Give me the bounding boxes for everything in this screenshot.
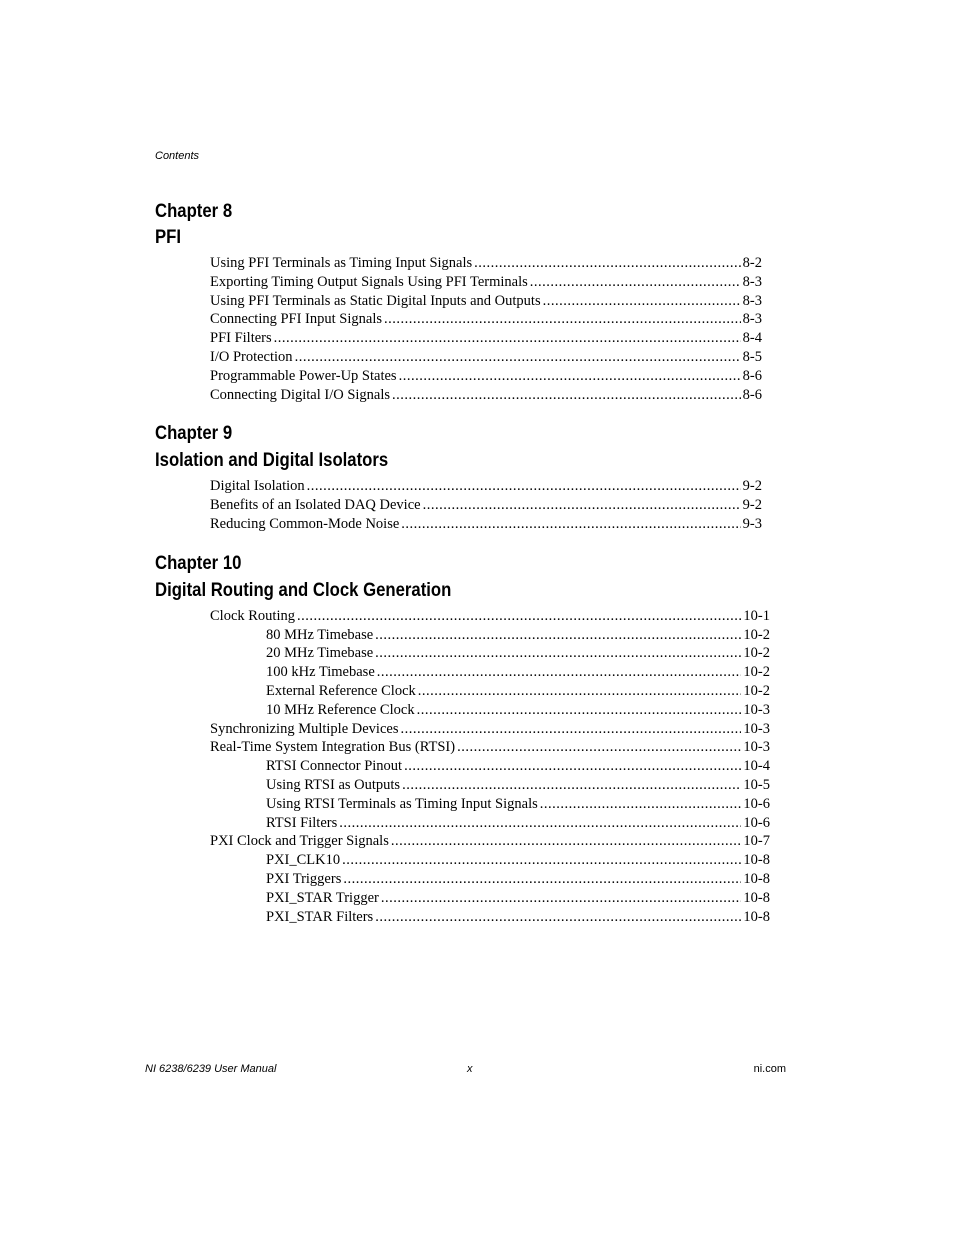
footer-website: ni.com [753, 1063, 786, 1075]
toc-entry[interactable] [210, 367, 762, 386]
toc-entry-page: 10-2 [743, 682, 770, 699]
toc-entry-page: 10-1 [743, 607, 770, 624]
running-head: Contents [155, 150, 200, 162]
dot-leader [540, 795, 742, 814]
toc-entry-page: 10-8 [743, 870, 770, 887]
toc-entry[interactable] [210, 386, 762, 405]
toc-entry[interactable] [210, 329, 762, 348]
dot-leader [391, 832, 742, 851]
toc-entry-page: 10-7 [743, 833, 770, 850]
dot-leader [423, 496, 741, 515]
toc-entry-title: 100 kHz Timebase [266, 664, 375, 681]
toc-entry-page: 10-8 [743, 852, 770, 869]
chapter-title: Isolation and Digital Isolators [155, 450, 389, 472]
toc-entry[interactable] [210, 738, 770, 757]
toc-entry-page: 10-6 [743, 795, 770, 812]
toc-entry-title: PXI_CLK10 [266, 852, 341, 869]
dot-leader [418, 682, 742, 701]
footer-page-number: x [467, 1063, 473, 1075]
dot-leader [457, 738, 741, 757]
dot-leader [400, 720, 741, 739]
toc-entry[interactable] [210, 832, 770, 851]
dot-leader [543, 292, 741, 311]
toc-entry-page: 8-6 [742, 386, 762, 403]
toc-entry-page: 8-4 [742, 330, 762, 347]
dot-leader [377, 663, 742, 682]
toc-entry[interactable] [266, 776, 770, 795]
dot-leader [339, 814, 741, 833]
dot-leader [375, 644, 741, 663]
toc-entry-title: RTSI Connector Pinout [266, 758, 403, 775]
toc-entry-title: Connecting PFI Input Signals [210, 311, 382, 328]
toc-entry-page: 10-5 [743, 776, 770, 793]
toc-entry-title: PXI_STAR Trigger [266, 889, 379, 906]
toc-entry-title: 20 MHz Timebase [266, 645, 374, 662]
chapter-number: Chapter 10 [155, 552, 242, 574]
toc-entry-title: External Reference Clock [266, 682, 416, 699]
toc-entry-page: 8-3 [742, 292, 762, 309]
toc-entry-title: Using PFI Terminals as Static Digital Inputs and Outputs [210, 292, 541, 309]
toc-entry[interactable] [210, 310, 762, 329]
toc-entry[interactable] [210, 477, 762, 496]
toc-entry-title: Using PFI Terminals as Timing Input Signals [210, 255, 473, 271]
toc-entry[interactable] [266, 795, 770, 814]
toc-entry[interactable] [266, 644, 770, 663]
toc-entry-title: Using RTSI Terminals as Timing Input Signals [266, 795, 538, 812]
dot-leader [375, 908, 741, 927]
toc-entry-page: 10-3 [743, 720, 770, 737]
toc-entry-page: 10-2 [743, 626, 770, 643]
dot-leader [474, 254, 740, 273]
dot-leader [384, 310, 741, 329]
toc-entry-title: Digital Isolation [210, 478, 305, 495]
chapter-title: Digital Routing and Clock Generation [155, 579, 452, 601]
dot-leader [401, 515, 740, 534]
toc-entry-title: PXI_STAR Filters [266, 908, 374, 925]
dot-leader [307, 477, 741, 496]
toc-entry-title: PFI Filters [210, 330, 272, 347]
toc-entry-page: 10-3 [743, 701, 770, 718]
dot-leader [342, 851, 741, 870]
toc-entry[interactable] [266, 908, 770, 927]
toc-entry-page: 9-3 [742, 515, 762, 532]
table-of-contents [155, 199, 775, 943]
toc-entry[interactable] [266, 701, 770, 720]
toc-entry-title: 80 MHz Timebase [266, 626, 374, 643]
chapter-title: PFI [155, 227, 182, 248]
toc-entry-page: 10-8 [743, 908, 770, 925]
toc-entry[interactable] [210, 273, 762, 292]
toc-entry[interactable] [266, 814, 770, 833]
toc-entry[interactable] [266, 682, 770, 701]
dot-leader [530, 273, 741, 292]
dot-leader [402, 776, 741, 795]
toc-entry[interactable] [266, 663, 770, 682]
toc-entry-list [155, 607, 775, 927]
chapter-number: Chapter 8 [155, 201, 233, 222]
toc-entry-page: 9-2 [742, 478, 762, 495]
dot-leader [295, 348, 741, 367]
dot-leader [381, 889, 742, 908]
toc-entry-title: 10 MHz Reference Clock [266, 701, 415, 718]
dot-leader [375, 626, 741, 645]
toc-entry-page: 10-6 [743, 814, 770, 831]
chapter-section [155, 199, 775, 404]
toc-entry-page: 10-2 [743, 664, 770, 681]
toc-entry-page: 10-8 [743, 889, 770, 906]
toc-entry-title: PXI Triggers [266, 870, 342, 887]
toc-entry[interactable] [266, 889, 770, 908]
toc-entry-title: RTSI Filters [266, 814, 338, 831]
toc-entry-title: Reducing Common-Mode Noise [210, 515, 400, 532]
toc-entry-title: I/O Protection [210, 348, 293, 365]
dot-leader [417, 701, 742, 720]
dot-leader [297, 607, 741, 626]
toc-entry-page: 10-3 [743, 739, 770, 756]
toc-entry-page: 9-2 [742, 497, 762, 514]
toc-entry-title: Using RTSI as Outputs [266, 776, 401, 793]
toc-entry-list [155, 477, 775, 533]
toc-entry[interactable] [210, 720, 770, 739]
toc-entry[interactable] [266, 626, 770, 645]
toc-entry-page: 8-2 [742, 255, 762, 271]
toc-entry-page: 8-3 [742, 273, 762, 290]
chapter-section [155, 421, 775, 533]
toc-entry-list [155, 254, 775, 404]
toc-entry[interactable] [210, 348, 762, 367]
toc-entry-title: Connecting Digital I/O Signals [210, 386, 391, 403]
toc-entry-title: Real-Time System Integration Bus (RTSI) [210, 739, 456, 756]
toc-entry[interactable] [210, 292, 762, 311]
chapter-number: Chapter 9 [155, 423, 233, 445]
toc-entry[interactable] [266, 870, 770, 889]
toc-entry[interactable] [266, 757, 770, 776]
chapter-section [155, 551, 775, 927]
footer-manual-title: NI 6238/6239 User Manual [145, 1063, 277, 1075]
dot-leader [399, 367, 741, 386]
toc-entry-title: Benefits of an Isolated DAQ Device [210, 497, 421, 514]
toc-entry-page: 10-2 [743, 645, 770, 662]
dot-leader [274, 329, 741, 348]
dot-leader [343, 870, 741, 889]
dot-leader [404, 757, 741, 776]
toc-entry[interactable] [266, 851, 770, 870]
toc-entry-title: Synchronizing Multiple Devices [210, 720, 399, 737]
toc-entry-title: Clock Routing [210, 607, 295, 624]
toc-entry-page: 8-3 [742, 311, 762, 328]
toc-entry[interactable] [210, 607, 770, 626]
toc-entry-title: PXI Clock and Trigger Signals [210, 833, 389, 850]
toc-entry-title: Exporting Timing Output Signals Using PFI Terminals [210, 273, 528, 290]
toc-entry-title: Programmable Power-Up States [210, 367, 397, 384]
toc-entry-page: 8-6 [742, 367, 762, 384]
toc-entry-page: 8-5 [742, 348, 762, 365]
toc-entry[interactable] [210, 515, 762, 534]
toc-entry[interactable] [210, 496, 762, 515]
dot-leader [392, 386, 741, 405]
toc-entry[interactable] [210, 254, 762, 273]
toc-entry-page: 10-4 [743, 758, 770, 775]
